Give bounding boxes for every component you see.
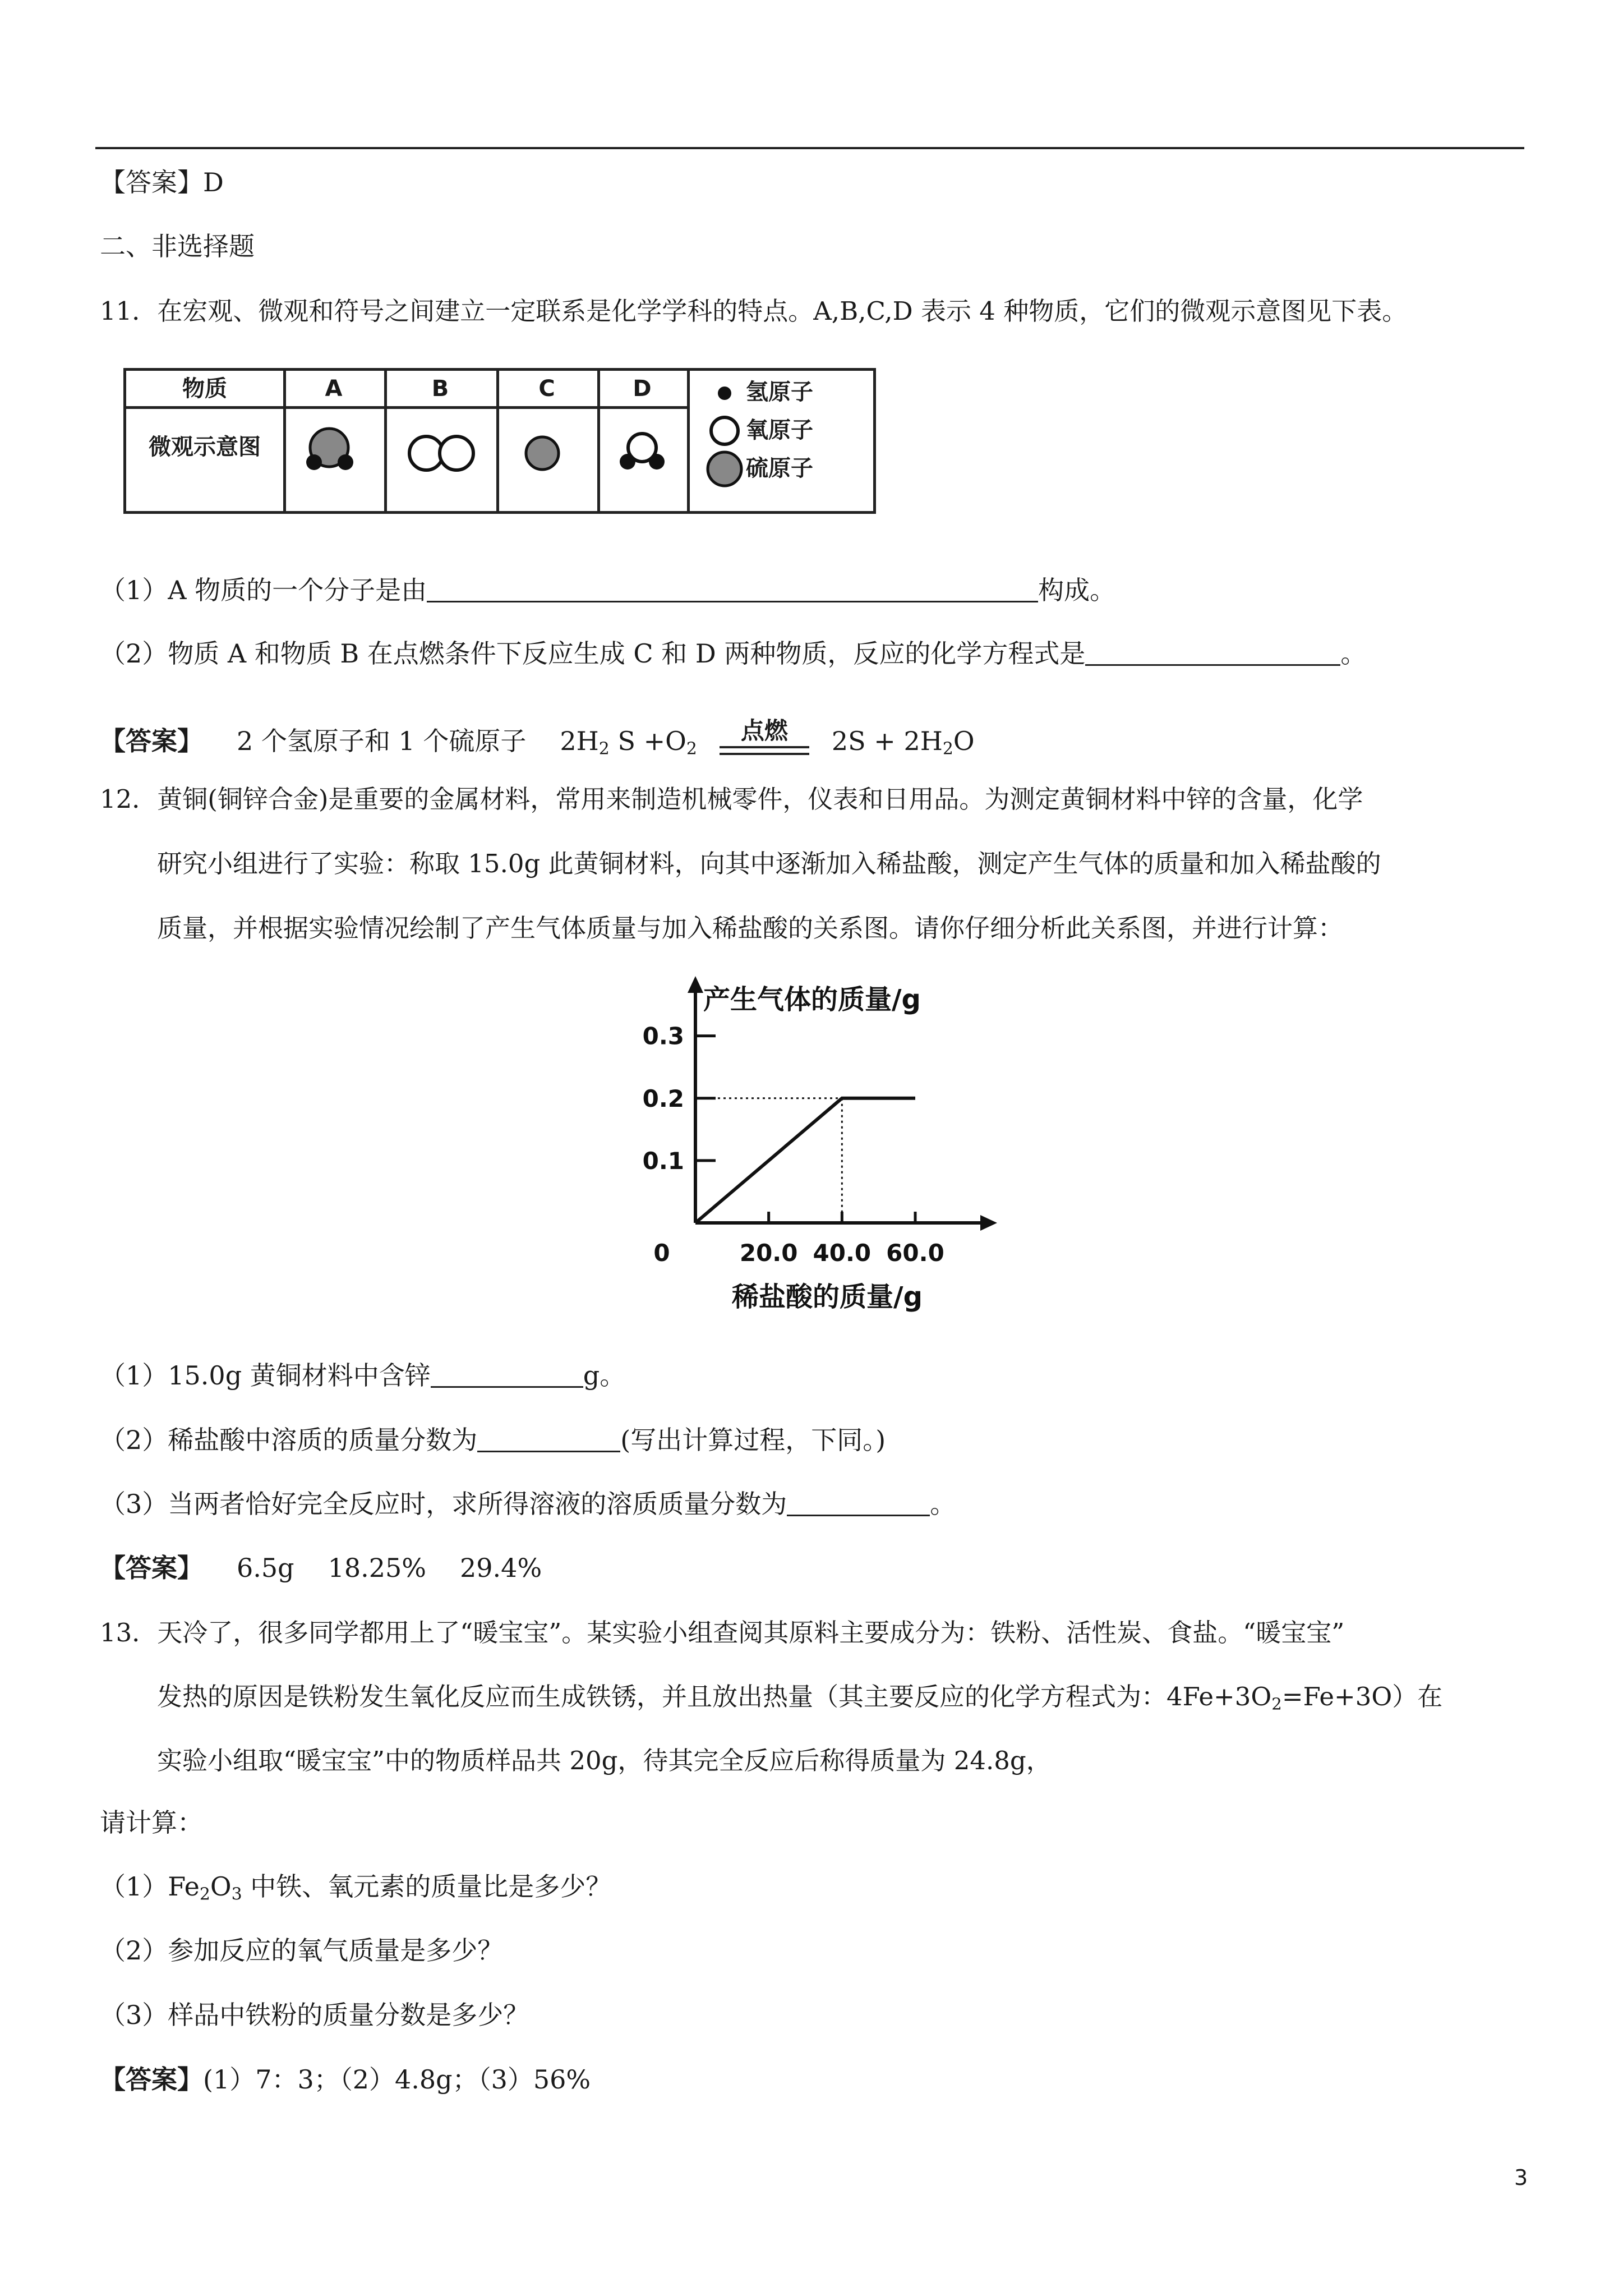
q13-sub1: $(1)Fe_2O_3$ 中铁、氧元素的质量比是多少？	[100, 1871, 612, 1904]
q13-answer: 【答案】(1）7：3；（2）4.8g；（3）56%	[100, 2064, 591, 2095]
series-line	[695, 1098, 915, 1223]
table-row-label: 微观示意图	[149, 434, 261, 460]
answer-label: 【答案】	[100, 167, 203, 197]
section-title: 二、非选择题	[100, 231, 255, 261]
q12-sub3: （3）当两者恰好完全反应时，求所得溶液的溶质质量分数为 。	[100, 1489, 956, 1519]
q11-answer: 【答案】 2 个氢原子和 1 个硫原子 $2H_2$ $S +O_2$点燃 $2S + 2H_2O$	[100, 717, 975, 759]
column-a: A	[325, 376, 343, 402]
column-d: D	[633, 376, 652, 402]
sulfur-atom-icon	[708, 452, 741, 486]
q12-stem-line3: 质量，并根据实验情况绘制了产生气体质量与加入稀盐酸的关系图。请你仔细分析此关系图，并进行计算：	[157, 913, 1344, 943]
q13-stem-line2: 发热的原因是铁粉发生氧化反应而生成铁锈，并且放出热量（其主要反应的化学方程式为：$4Fe+3O_2=Fe+3O$）在	[157, 1682, 1443, 1714]
x-tick-label: 60.0	[886, 1239, 944, 1267]
molecule-d	[620, 434, 665, 470]
hydrogen-atom-icon	[718, 386, 731, 400]
x-axis-arrow	[980, 1215, 997, 1231]
header-rule	[95, 147, 1524, 149]
answer-blank	[431, 1360, 583, 1388]
legend-hydrogen: 氢原子	[746, 379, 813, 405]
answer-1: 6.5g	[237, 1553, 294, 1583]
legend-sulfur: 硫原子	[746, 455, 813, 481]
q11-sub2: （2）物质 A 和物质 B 在点燃条件下反应生成 C 和 D 两种物质，反应的化学方程式是 。	[100, 638, 1367, 669]
answer-value: D	[203, 167, 224, 197]
q12-stem-line2: 研究小组进行了实验：称取 15.0g 此黄铜材料，向其中逐渐加入稀盐酸，测定产生气体的质量和加入稀盐酸的	[157, 849, 1381, 878]
x-axis-label: 稀盐酸的质量/g	[732, 1281, 923, 1313]
q11-sub1: （1）A 物质的一个分子是由 构成。	[100, 575, 1116, 605]
answer-blank	[427, 575, 1038, 602]
q12-stem-line1: 12．黄铜(铜锌合金)是重要的金属材料，常用来制造机械零件，仪表和日用品。为测定黄铜材料中锌的含量，化学	[100, 784, 1363, 814]
table-header-label: 物质	[182, 376, 227, 402]
micro-table	[123, 368, 876, 514]
q11-stem: 11．在宏观、微观和符号之间建立一定联系是化学学科的特点。A,B,C,D 表示 4 种物质，它们的微观示意图见下表。	[100, 296, 1408, 326]
column-b: B	[431, 376, 449, 402]
origin-label: 0	[653, 1239, 670, 1267]
answer-text: 2 个氢原子和 1 个硫原子	[237, 726, 527, 756]
q13-stem-line1: 13．天冷了，很多同学都用上了“暖宝宝”。某实验小组查阅其原料主要成分为：铁粉、活性炭、食盐。“暖宝宝”	[100, 1618, 1345, 1648]
molecule-a	[306, 429, 353, 470]
answer-blank	[1085, 638, 1340, 666]
answer-10	[100, 167, 224, 198]
q13-prompt: 请计算：	[100, 1807, 203, 1838]
answer-blank	[477, 1425, 620, 1452]
y-tick-label: 0.1	[642, 1147, 684, 1175]
x-tick-label: 20.0	[739, 1239, 798, 1267]
legend-oxygen: 氧原子	[746, 417, 813, 443]
q13-sub3: （3）样品中铁粉的质量分数是多少？	[100, 2000, 529, 2030]
page-number: 3	[1514, 2165, 1528, 2190]
answer-2: 18.25%	[328, 1553, 427, 1583]
answer-3: 29.4%	[460, 1553, 542, 1583]
gas-mass-chart	[617, 976, 1009, 1335]
q12-sub1: （1）15.0g 黄铜材料中含锌 g。	[100, 1360, 626, 1391]
q12-sub2: （2）稀盐酸中溶质的质量分数为 (写出计算过程，下同。)	[100, 1425, 886, 1455]
answer-text: (1）7：3；（2）4.8g；（3）56%	[203, 2064, 591, 2095]
reaction-condition: 点燃	[720, 719, 809, 755]
y-tick-label: 0.3	[642, 1022, 684, 1050]
y-axis-arrow	[688, 976, 703, 993]
y-tick-label: 0.2	[642, 1084, 684, 1112]
legend-icons	[708, 386, 741, 486]
x-tick-label: 40.0	[813, 1239, 872, 1267]
q12-answer: 【答案】 6.5g 18.25% 29.4%	[100, 1553, 542, 1583]
answer-blank	[787, 1489, 930, 1516]
oxygen-atom-icon	[711, 417, 738, 444]
q13-stem-line3: 实验小组取“暖宝宝”中的物质样品共 20g，待其完全反应后称得质量为 24.8g，	[157, 1746, 1052, 1775]
molecule-b	[409, 436, 473, 470]
molecule-c	[526, 437, 559, 470]
equation: $2H_2$ $S +O_2$点燃 $2S + 2H_2O$	[560, 717, 975, 759]
y-axis-label: 产生气体的质量/g	[703, 984, 921, 1015]
q13-sub2: （2）参加反应的氧气质量是多少？	[100, 1935, 504, 1966]
column-c: C	[538, 376, 555, 402]
